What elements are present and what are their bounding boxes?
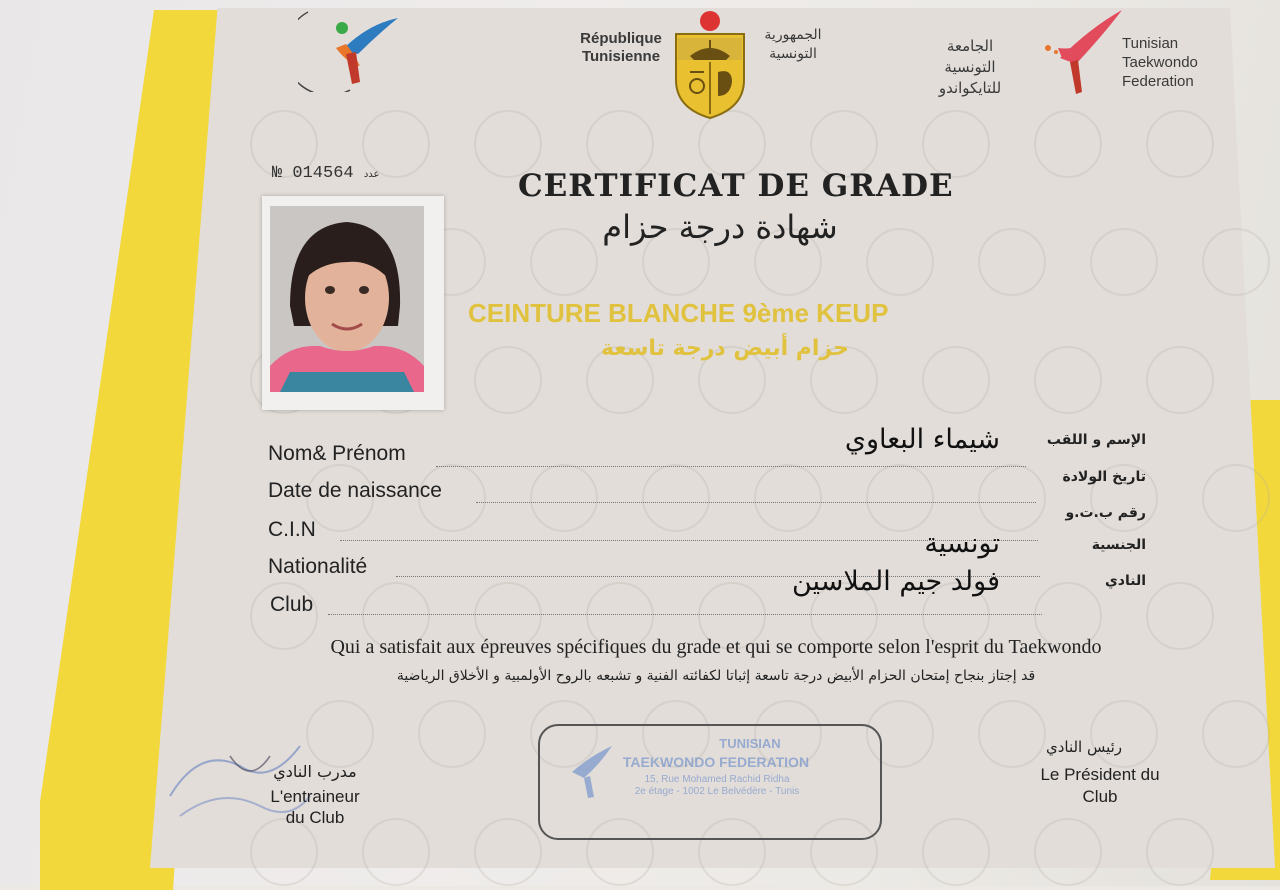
stamp-logo-icon bbox=[566, 742, 616, 800]
certificate-number: № 014564 عدد bbox=[272, 164, 380, 183]
coach-label-fr: L'entraineur du Club bbox=[270, 787, 360, 827]
watermark-circle bbox=[418, 700, 486, 768]
watermark-circle bbox=[1146, 346, 1214, 414]
statement-fr: Qui a satisfait aux épreuves spécifiques du grade et qui se comporte selon l'esprit du Taekwondo bbox=[330, 636, 1102, 658]
watermark-circle bbox=[1034, 110, 1102, 178]
field-line-name bbox=[436, 466, 1026, 467]
watermark-circle bbox=[1146, 818, 1214, 886]
watermark-circle bbox=[754, 464, 822, 532]
certificate-title-ar: شهادة درجة حزام bbox=[602, 208, 838, 246]
field-label-club-ar: النادي bbox=[1104, 573, 1146, 589]
world-taekwondo-logo bbox=[298, 4, 408, 92]
watermark-circle bbox=[1090, 700, 1158, 768]
watermark-circle bbox=[474, 818, 542, 886]
republic-label-fr: République Tunisienne bbox=[580, 30, 662, 65]
watermark-circle bbox=[1034, 346, 1102, 414]
watermark-circle bbox=[1090, 228, 1158, 296]
watermark-circle bbox=[978, 228, 1046, 296]
watermark-circle bbox=[1034, 818, 1102, 886]
watermark-circle bbox=[1202, 228, 1270, 296]
student-photo bbox=[270, 206, 424, 392]
belt-grade-fr: CEINTURE BLANCHE 9ème KEUP bbox=[468, 298, 889, 328]
field-label-club: Club bbox=[270, 593, 314, 616]
field-value-name: شيماء البعاوي bbox=[844, 424, 1000, 455]
stamp-text-tunisian: TUNISIAN bbox=[719, 736, 781, 751]
belt-grade-ar: حزام أبيض درجة تاسعة bbox=[600, 336, 850, 361]
field-value-club: فولد جيم الملاسين bbox=[792, 566, 1000, 597]
field-value-nationality: تونسية bbox=[924, 528, 1000, 559]
watermark-circle bbox=[1202, 700, 1270, 768]
certificate-title-fr: CERTIFICAT DE GRADE bbox=[518, 168, 954, 204]
field-label-birthdate-ar: تاريخ الولادة bbox=[1062, 469, 1146, 485]
stamp-text-address: 15, Rue Mohamed Rachid Ridha 2e étage - 1002 Le Belvédère - Tunis bbox=[634, 774, 800, 797]
watermark-circle bbox=[642, 464, 710, 532]
federation-label-ar: الجامعة التونسية للتايكواندو bbox=[938, 37, 1002, 97]
watermark-circle bbox=[1146, 110, 1214, 178]
field-label-nationality-ar: الجنسية bbox=[1091, 537, 1146, 553]
field-label-cin: C.I.N bbox=[268, 518, 316, 541]
field-label-name-ar: الإسم و اللقب bbox=[1046, 432, 1146, 448]
republic-label-ar: الجمهورية التونسية bbox=[764, 27, 822, 62]
watermark-circle bbox=[978, 700, 1046, 768]
federation-logo-icon bbox=[1030, 4, 1126, 98]
watermark-circle bbox=[362, 818, 430, 886]
field-label-name: Nom& Prénom bbox=[268, 442, 406, 465]
watermark-circle bbox=[530, 464, 598, 532]
tunisia-coat-of-arms-icon bbox=[668, 10, 752, 120]
field-line-club bbox=[328, 614, 1042, 615]
field-label-nationality: Nationalité bbox=[268, 555, 368, 578]
watermark-circle bbox=[866, 464, 934, 532]
field-label-birthdate: Date de naissance bbox=[268, 479, 442, 502]
federation-label-en: Tunisian Taekwondo Federation bbox=[1122, 35, 1198, 90]
president-label-fr: Le Président du Club bbox=[1040, 765, 1160, 806]
field-line-birthdate bbox=[476, 502, 1036, 503]
stamp-text-federation: TAEKWONDO FEDERATION bbox=[622, 754, 810, 770]
watermark-circle bbox=[922, 818, 990, 886]
coach-label-ar: مدرب النادي bbox=[273, 762, 357, 781]
field-label-cin-ar: رقم ب.ت.و bbox=[1065, 505, 1146, 521]
president-label-ar: رئيس النادي bbox=[1045, 738, 1123, 756]
statement-ar: قد إجتاز بنجاح إمتحان الحزام الأبيض درجة تاسعة إثباتا لكفائته الفنية و تشبعه بالروح الأولمبية و الأخلاق الرياضية bbox=[396, 668, 1036, 684]
watermark-circle bbox=[1202, 464, 1270, 532]
watermark-circle bbox=[922, 346, 990, 414]
